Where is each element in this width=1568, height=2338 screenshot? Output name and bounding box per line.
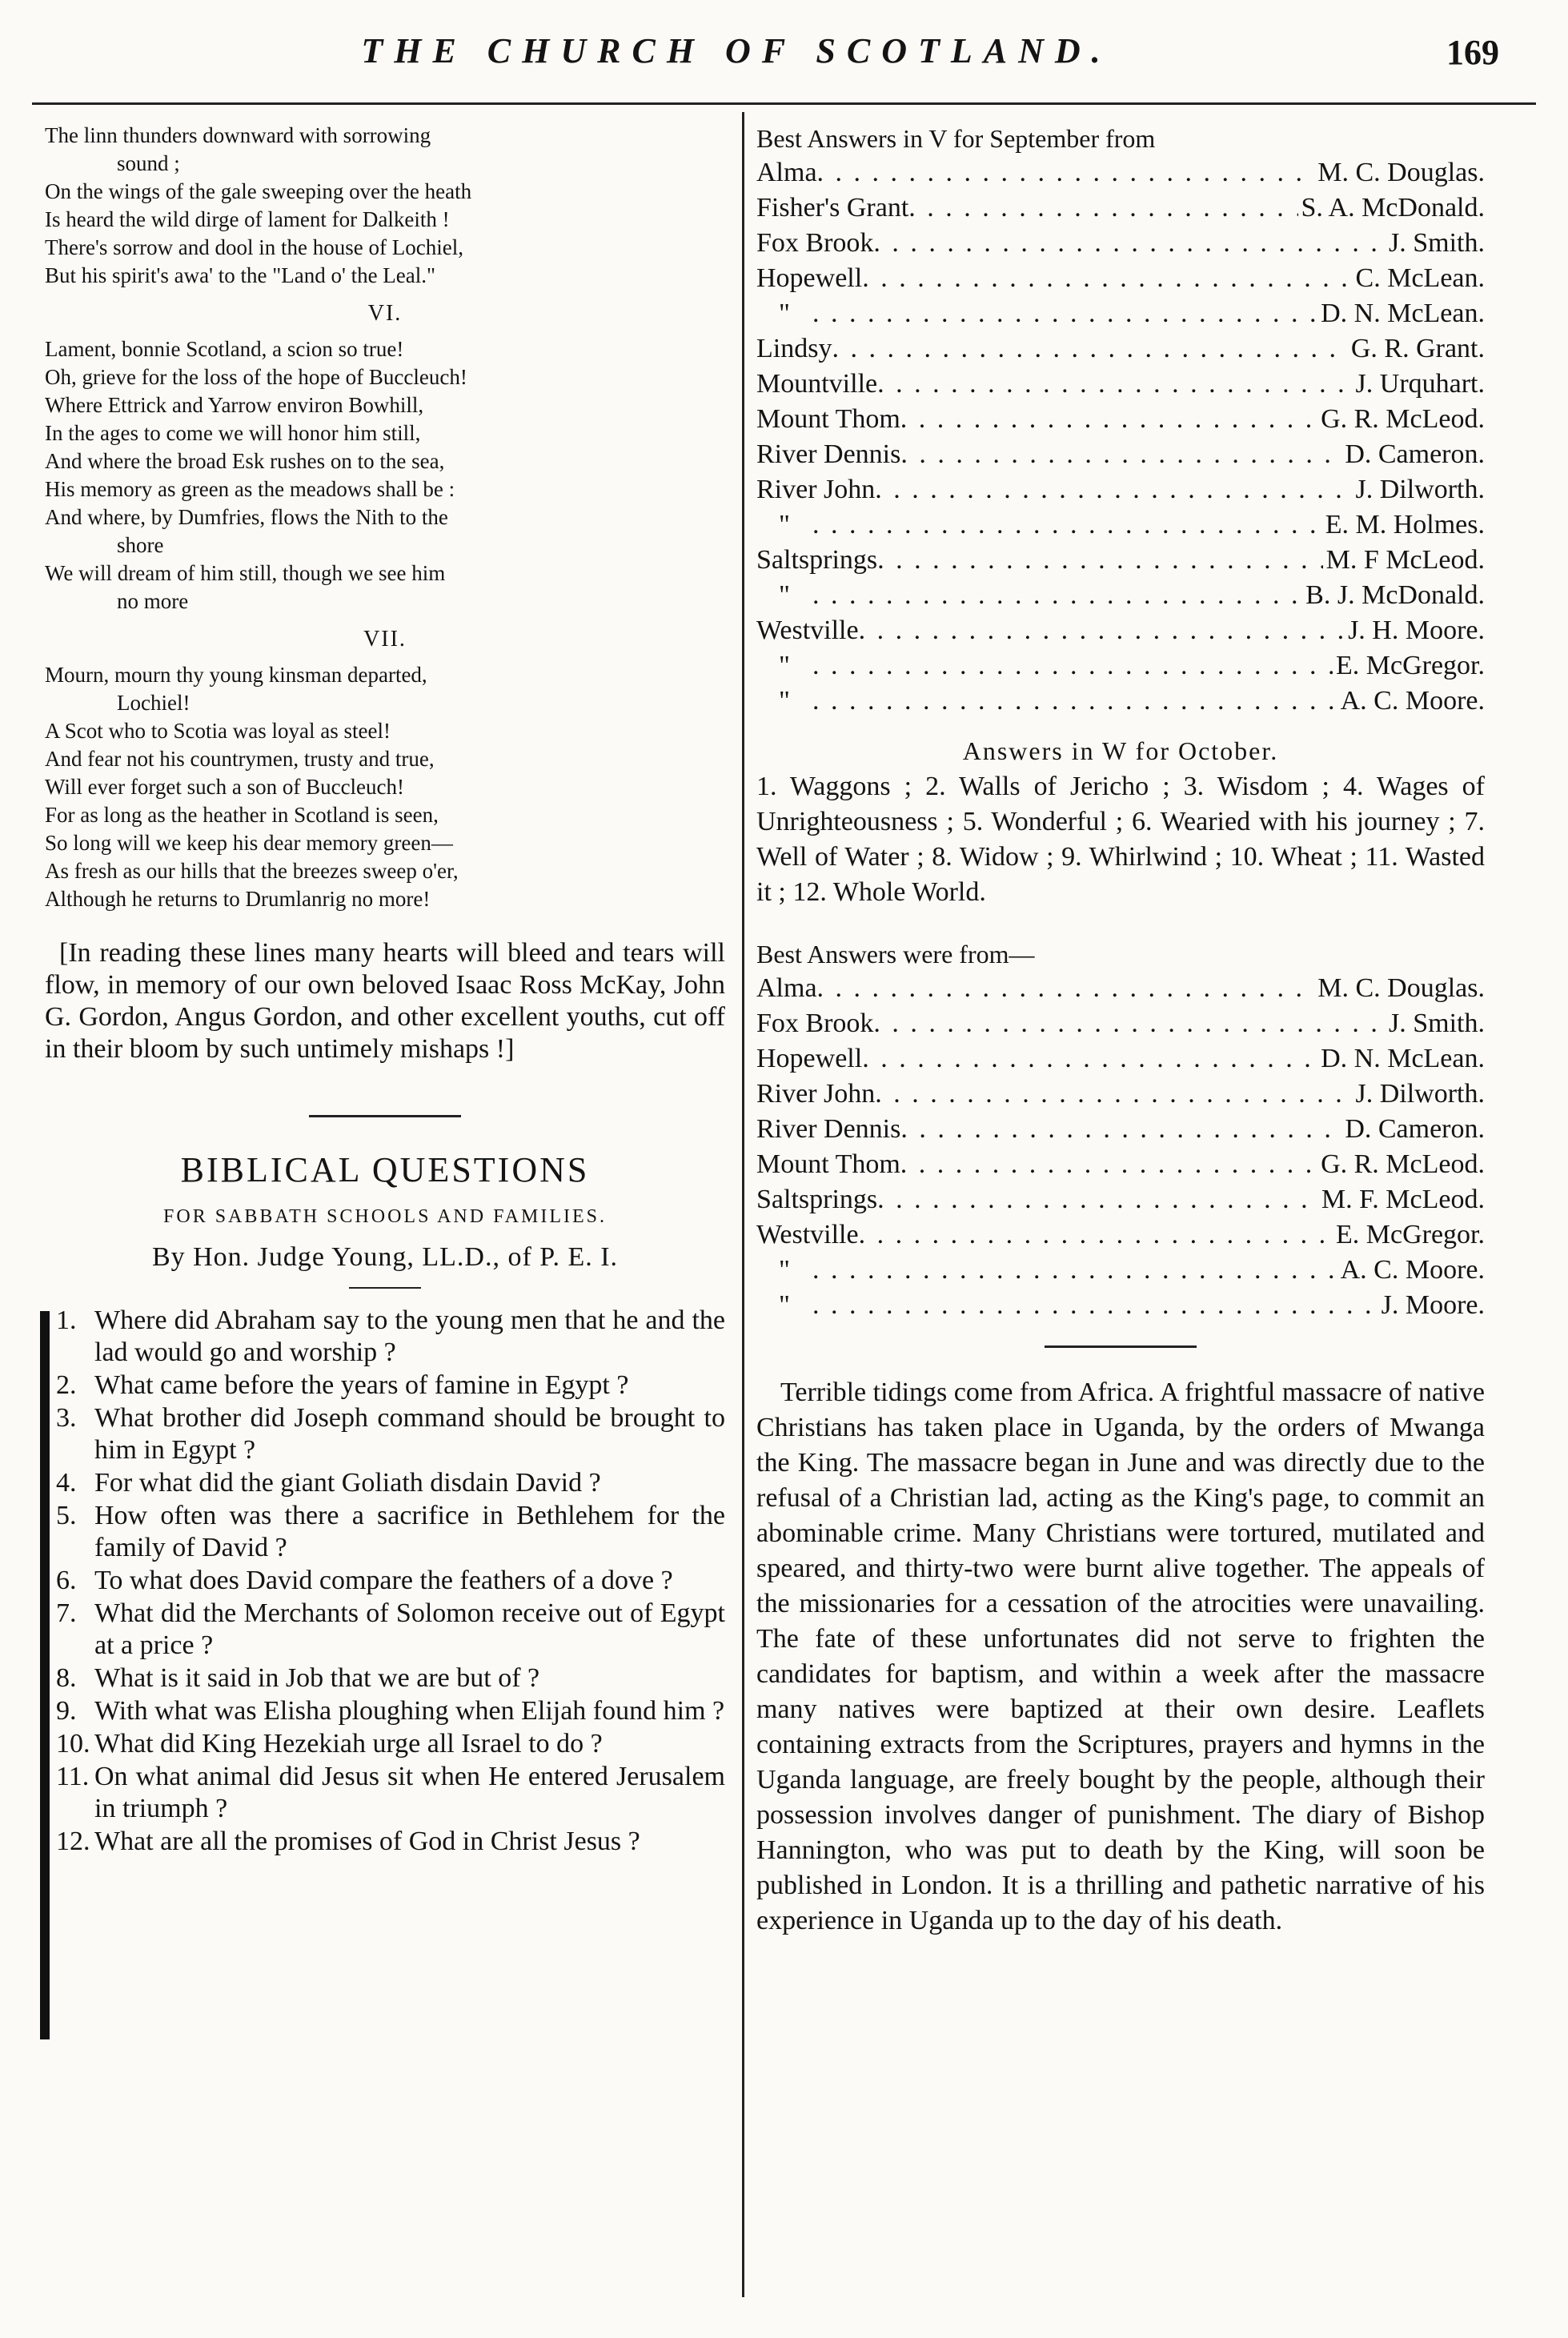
entry-name: S. A. McDonald.	[1301, 193, 1485, 223]
entry-name: G. R. McLeod.	[1321, 404, 1485, 434]
answer-entry	[756, 613, 1485, 648]
entry-place: Alma	[756, 158, 817, 187]
entry-place: Fox Brook	[756, 228, 874, 258]
answer-entry	[756, 261, 1485, 296]
leader-dots	[900, 1147, 1317, 1182]
leader-dots	[812, 648, 1333, 684]
question-number: 10.	[56, 1729, 90, 1759]
entry-place: Alma	[756, 973, 817, 1003]
best-answers-october-heading: Best Answers were from—	[756, 940, 1035, 968]
entry-place: "	[779, 1255, 790, 1285]
entry-name: E. M. Holmes.	[1325, 510, 1485, 539]
running-head	[0, 30, 1568, 86]
question-text: To what does David compare the feathers of a dove ?	[94, 1566, 673, 1595]
answer-entry	[756, 402, 1485, 437]
question-item	[56, 1728, 725, 1760]
entry-name: C. McLean.	[1355, 263, 1485, 293]
leader-dots	[812, 1288, 1378, 1323]
entry-place: Hopewell	[756, 1044, 863, 1073]
entry-place: River Dennis	[756, 1114, 901, 1144]
answer-entry	[756, 971, 1485, 1006]
entry-name: M. C. Douglas.	[1317, 973, 1485, 1003]
poem-line: Oh, grieve for the loss of the hope of Buccleuch!	[45, 365, 467, 389]
leader-dots	[812, 578, 1302, 613]
entry-name: M. C. Douglas.	[1317, 158, 1485, 187]
section-title: BIBLICAL QUESTIONS	[180, 1150, 590, 1189]
answer-entry	[756, 437, 1485, 472]
answer-entry	[756, 648, 1485, 684]
poem-line: For as long as the heather in Scotland is seen,	[45, 803, 439, 827]
answer-entry	[756, 367, 1485, 402]
question-number: 1.	[56, 1305, 77, 1335]
poem-stanza-vi	[45, 335, 725, 616]
poem-line: So long will we keep his dear memory green—	[45, 831, 453, 855]
section-subtitle: FOR SABBATH SCHOOLS AND FAMILIES.	[163, 1206, 607, 1227]
question-number: 6.	[56, 1566, 77, 1595]
answer-entry	[756, 507, 1485, 543]
leader-dots	[877, 1182, 1318, 1217]
answer-entry	[756, 190, 1485, 226]
poem-line: Mourn, mourn thy young kinsman departed,	[45, 663, 427, 687]
entry-name: D. N. McLean.	[1321, 299, 1485, 328]
poem	[45, 122, 725, 913]
poem-line: shore	[117, 533, 164, 557]
question-item	[56, 1598, 725, 1662]
entry-place: River John	[756, 1079, 876, 1109]
poem-line: In the ages to come we will honor him still,	[45, 421, 421, 445]
entry-name: M. F. McLeod.	[1321, 1185, 1485, 1214]
entry-place: "	[779, 299, 790, 328]
entry-name: A. C. Moore.	[1340, 1255, 1485, 1285]
poem-line: But his spirit's awa' to the "Land o' the Leal."	[45, 263, 436, 287]
running-title: THE CHURCH OF SCOTLAND.	[361, 31, 1112, 70]
leader-dots	[859, 613, 1345, 648]
entry-name: D. Cameron.	[1345, 1114, 1485, 1144]
question-item	[56, 1695, 725, 1727]
question-text: What is it said in Job that we are but of ?	[94, 1663, 540, 1693]
leader-dots	[875, 472, 1352, 507]
answers-october-text: 1. Waggons ; 2. Walls of Jericho ; 3. Wisdom ; 4. Wages of Unrighteousness ; 5. Wonderful ; 6. Wearied with his journey ; 7. Well of Water ; 8. Widow ; 9. Whirlwind ; 10. Wheat ; 11. Wasted it ; 12. Whole World.	[756, 772, 1485, 907]
poem-stanza-end	[45, 122, 725, 290]
question-text: How often was there a sacrifice in Bethlehem for the family of David ?	[94, 1501, 725, 1562]
left-column	[45, 122, 725, 1859]
leader-dots	[812, 507, 1322, 543]
entry-place: Saltsprings	[756, 1185, 878, 1214]
question-text: What did the Merchants of Solomon receive out of Egypt at a price ?	[94, 1598, 725, 1660]
leader-dots	[817, 971, 1315, 1006]
question-number: 12.	[56, 1827, 90, 1856]
poem-line: We will dream of him still, though we see him	[45, 561, 446, 585]
section-divider	[309, 1115, 461, 1117]
answer-entry	[756, 684, 1485, 719]
question-item	[56, 1826, 725, 1858]
question-number: 4.	[56, 1468, 77, 1498]
entry-place: Lindsy	[756, 334, 832, 363]
question-number: 5.	[56, 1501, 77, 1530]
leader-dots	[832, 331, 1347, 367]
answer-entry	[756, 578, 1485, 613]
question-item	[56, 1761, 725, 1825]
poem-line: And fear not his countrymen, trusty and true,	[45, 747, 435, 771]
byline-rule	[349, 1287, 421, 1289]
leader-dots	[900, 437, 1341, 472]
leader-dots	[877, 543, 1323, 578]
entry-name: E. McGregor.	[1335, 1220, 1485, 1249]
poem-line: Where Ettrick and Yarrow environ Bowhill,	[45, 393, 424, 417]
entry-name: A. C. Moore.	[1340, 686, 1485, 716]
entry-place: Westville	[756, 1220, 859, 1249]
answer-entry	[756, 331, 1485, 367]
stanza-number: VII.	[363, 627, 407, 652]
answer-entry	[756, 226, 1485, 261]
leader-dots	[908, 190, 1297, 226]
leader-dots	[873, 226, 1386, 261]
entry-place: "	[779, 510, 790, 539]
right-column	[756, 122, 1485, 1966]
poem-line: And where, by Dumfries, flows the Nith to the	[45, 505, 448, 529]
entry-place: "	[779, 1290, 790, 1320]
answer-entry	[756, 1077, 1485, 1112]
entry-name: J. Moore.	[1381, 1290, 1485, 1320]
question-item	[56, 1500, 725, 1564]
leader-dots	[900, 1112, 1341, 1147]
leader-dots	[812, 296, 1317, 331]
answer-entry	[756, 1041, 1485, 1077]
margin-bar	[40, 1311, 50, 2039]
question-text: What are all the promises of God in Christ Jesus ?	[94, 1827, 640, 1856]
section-divider	[1045, 1345, 1197, 1348]
question-list	[45, 1305, 725, 1858]
entry-place: Mount Thom	[756, 404, 900, 434]
answer-entry	[756, 1253, 1485, 1288]
entry-place: Hopewell	[756, 263, 863, 293]
entry-name: J. Smith.	[1389, 228, 1485, 258]
leader-dots	[873, 1006, 1386, 1041]
stanza-number: VI.	[367, 301, 403, 326]
question-number: 9.	[56, 1696, 77, 1726]
entry-place: Saltsprings	[756, 545, 878, 575]
poem-line: no more	[117, 589, 189, 613]
entry-place: Fox Brook	[756, 1009, 874, 1038]
entry-place: Mountville	[756, 369, 878, 399]
best-answers-october-list	[756, 971, 1485, 1323]
answer-entry	[756, 1217, 1485, 1253]
entry-name: J. H. Moore.	[1348, 616, 1485, 645]
question-item	[56, 1467, 725, 1499]
poem-line: As fresh as our hills that the breezes sweep o'er,	[45, 859, 459, 883]
editor-note: [In reading these lines many hearts will bleed and tears will flow, in memory of our own beloved Isaac Ross McKay, John G. Gordon, Angus Gordon, and other excellent youths, cut off in their bloom by such untimely mishaps !]	[45, 938, 725, 1064]
poem-line: On the wings of the gale sweeping over the heath	[45, 179, 472, 203]
question-text: For what did the giant Goliath disdain David ?	[94, 1468, 601, 1498]
entry-place: River John	[756, 475, 876, 504]
section-byline: By Hon. Judge Young, LL.D., of P. E. I.	[151, 1242, 619, 1272]
question-text: What did King Hezekiah urge all Israel to do ?	[94, 1729, 603, 1759]
poem-line: Will ever forget such a son of Buccleuch!	[45, 775, 405, 799]
entry-name: D. Cameron.	[1345, 439, 1485, 469]
question-number: 7.	[56, 1598, 77, 1628]
uganda-news-paragraph: Terrible tidings come from Africa. A frightful massacre of native Christians has taken place in Uganda, by the orders of Mwanga the King. The massacre began in June and was directly due to the refusal of a Christian lad, acting as the King's page, to commit an abominable crime. Many Christians were tortured, mutilated and speared, and thirty-two were burnt alive together. The appeals of the missionaries for a cessation of the atrocities were unavailing. The fate of these unfortunates did not serve to frighten the candidates for baptism, and within a week after the massacre many natives were baptized at their own desire. Leaflets containing extracts from the Scriptures, prayers and hymns in the Uganda language, are freely bought by the people, although their possession involves danger of punishment. The diary of Bishop Hannington, who was put to death by the King, will soon be published in London. It is a thrilling and pathetic narrative of his experience in Uganda up to the day of his death.	[756, 1378, 1485, 1935]
question-item	[56, 1370, 725, 1402]
poem-line: Is heard the wild dirge of lament for Dalkeith !	[45, 207, 450, 231]
answer-entry	[756, 1288, 1485, 1323]
entry-place: Mount Thom	[756, 1149, 900, 1179]
leader-dots	[862, 1041, 1317, 1077]
question-item	[56, 1662, 725, 1694]
question-text: What came before the years of famine in Egypt ?	[94, 1370, 629, 1400]
leader-dots	[859, 1217, 1333, 1253]
leader-dots	[877, 367, 1352, 402]
answer-entry	[756, 1006, 1485, 1041]
poem-line: sound ;	[117, 151, 180, 175]
best-answers-september-heading: Best Answers in V for September from	[756, 124, 1156, 153]
question-item	[56, 1305, 725, 1369]
poem-line: A Scot who to Scotia was loyal as steel!	[45, 719, 391, 743]
page-number: 169	[1446, 33, 1499, 72]
poem-line: Lochiel!	[117, 691, 190, 715]
question-number: 8.	[56, 1663, 77, 1693]
entry-name: D. N. McLean.	[1321, 1044, 1485, 1073]
poem-line: Although he returns to Drumlanrig no more!	[45, 887, 431, 911]
column-rule	[742, 112, 744, 2297]
entry-place: River Dennis	[756, 439, 901, 469]
answer-entry	[756, 155, 1485, 190]
entry-name: G. R. Grant.	[1350, 334, 1485, 363]
poem-line: And where the broad Esk rushes on to the sea,	[45, 449, 445, 473]
entry-name: G. R. McLeod.	[1321, 1149, 1485, 1179]
answers-october-title: Answers in W for October.	[962, 736, 1279, 765]
entry-place: "	[779, 651, 790, 680]
question-text: What brother did Joseph command should be brought to him in Egypt ?	[94, 1403, 725, 1465]
entry-name: J. Dilworth.	[1355, 475, 1485, 504]
answer-entry	[756, 1112, 1485, 1147]
leader-dots	[817, 155, 1315, 190]
answer-entry	[756, 1182, 1485, 1217]
leader-dots	[862, 261, 1352, 296]
question-text: Where did Abraham say to the young men that he and the lad would go and worship ?	[94, 1305, 725, 1367]
answer-entry	[756, 472, 1485, 507]
entry-place: Fisher's Grant	[756, 193, 909, 223]
entry-name: B. J. McDonald.	[1305, 580, 1485, 610]
header-rule	[32, 102, 1536, 105]
entry-place: "	[779, 686, 790, 716]
leader-dots	[875, 1077, 1352, 1112]
question-number: 11.	[56, 1762, 90, 1791]
question-item	[56, 1402, 725, 1466]
entry-place: "	[779, 580, 790, 610]
entry-name: J. Urquhart.	[1355, 369, 1485, 399]
question-number: 3.	[56, 1403, 77, 1433]
question-number: 2.	[56, 1370, 77, 1400]
poem-line: His memory as green as the meadows shall be :	[45, 477, 455, 501]
leader-dots	[812, 1253, 1337, 1288]
entry-name: E. McGregor.	[1335, 651, 1485, 680]
leader-dots	[900, 402, 1317, 437]
question-item	[56, 1565, 725, 1597]
poem-line: Lament, bonnie Scotland, a scion so true!	[45, 337, 404, 361]
leader-dots	[812, 684, 1337, 719]
poem-stanza-vii	[45, 661, 725, 913]
answer-entry	[756, 543, 1485, 578]
entry-name: M. F McLeod.	[1325, 545, 1485, 575]
answer-entry	[756, 296, 1485, 331]
best-answers-september-list	[756, 155, 1485, 719]
question-text: On what animal did Jesus sit when He entered Jerusalem in triumph ?	[94, 1762, 725, 1823]
answer-entry	[756, 1147, 1485, 1182]
question-text: With what was Elisha ploughing when Elijah found him ?	[94, 1696, 725, 1726]
poem-line: The linn thunders downward with sorrowing	[45, 123, 431, 147]
poem-line: There's sorrow and dool in the house of Lochiel,	[45, 235, 463, 259]
entry-name: J. Dilworth.	[1355, 1079, 1485, 1109]
entry-name: J. Smith.	[1389, 1009, 1485, 1038]
entry-place: Westville	[756, 616, 859, 645]
